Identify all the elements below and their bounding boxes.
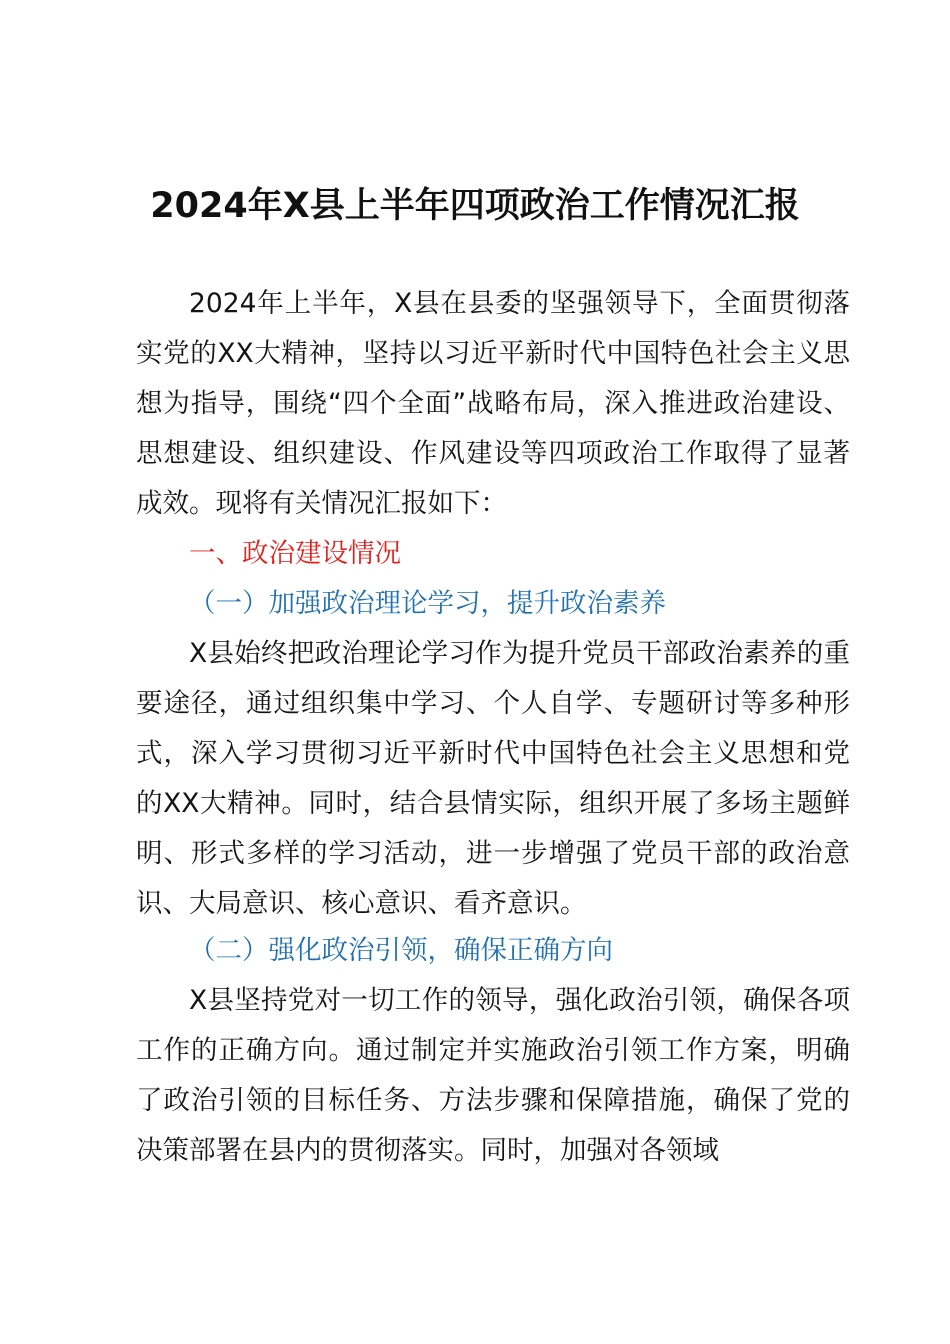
intro-paragraph: 2024年上半年，X县在县委的坚强领导下，全面贯彻落实党的XX大精神，坚持以习近平新时代中国特色社会主义思想为指导，围绕“四个全面”战略布局，深入推进政治建设、思想建设、组织建设、作风建设等四项政治工作取得了显著成效。现将有关情况汇报如下： <box>136 288 850 519</box>
theory-study-paragraph: X县始终把政治理论学习作为提升党员干部政治素养的重要途径，通过组织集中学习、个人自学、专题研讨等多种形式，深入学习贯彻习近平新时代中国特色社会主义思想和党的XX大精神。同时，结合县情实际，组织开展了多场主题鲜明、形式多样的学习活动，进一步增强了党员干部的政治意识、大局意识、核心意识、看齐意识。 <box>136 638 850 919</box>
political-guidance-paragraph: X县坚持党对一切工作的领导，强化政治引领，确保各项工作的正确方向。通过制定并实施政治引领工作方案，明确了政治引领的目标任务、方法步骤和保障措施，确保了党的决策部署在县内的贯彻落实。同时，加强对各领域 <box>136 985 850 1166</box>
document-title: 2024年X县上半年四项政治工作情况汇报 <box>150 186 800 226</box>
subsection-heading-theory-study: （一）加强政治理论学习，提升政治素养 <box>189 588 666 619</box>
subsection-heading-political-guidance: （二）强化政治引领，确保正确方向 <box>189 935 613 966</box>
section-heading-political-building: 一、政治建设情况 <box>189 538 401 569</box>
